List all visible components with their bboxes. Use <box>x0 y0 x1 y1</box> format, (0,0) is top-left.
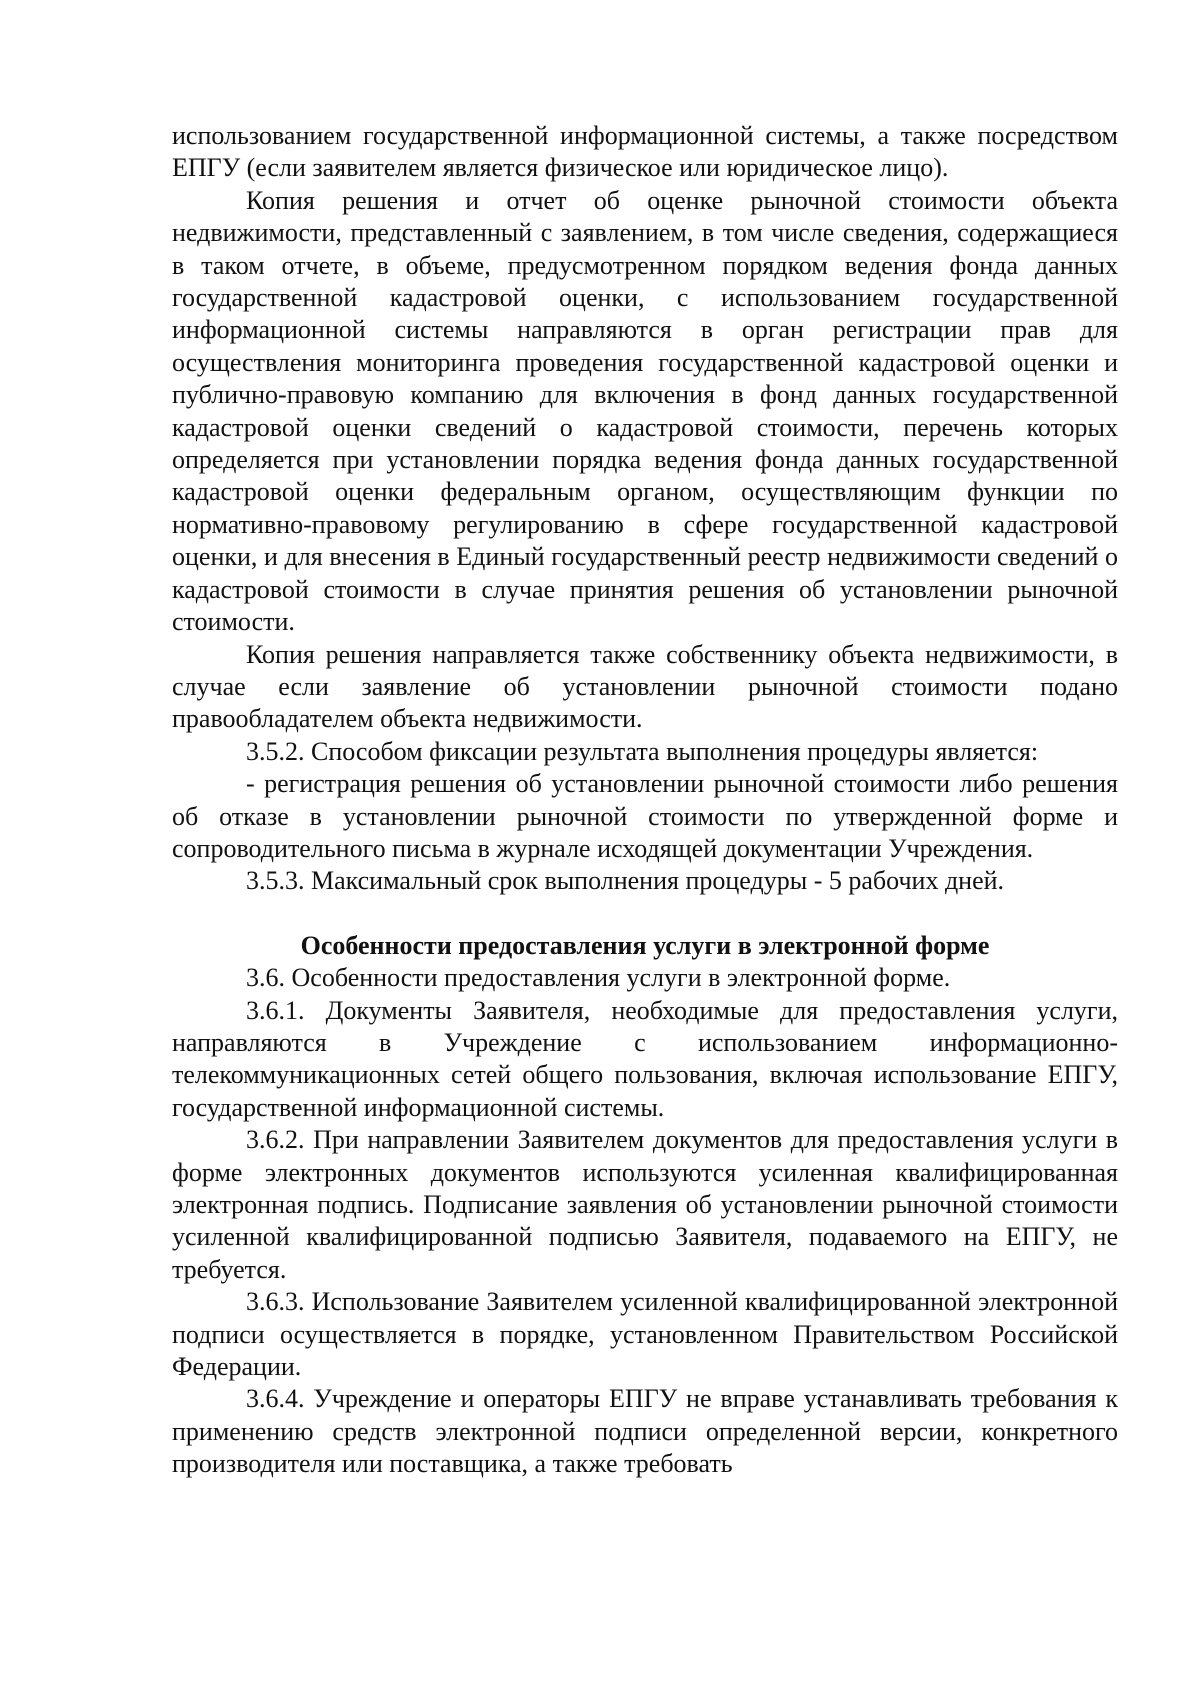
paragraph-3-6-4: 3.6.4. Учреждение и операторы ЕПГУ не вправе устанавливать требования к применению средств электронной подписи определенной версии, конкретного производителя или поставщика, а также требовать <box>172 1384 1118 1479</box>
paragraph-3-6-2: 3.6.2. При направлении Заявителем документов для предоставления услуги в форме электронных документов используются усиленная квалифицированная электронная подпись. Подписание заявления об установлении рыночной стоимости усиленной квалифицированной подписью Заявителя, подаваемого на ЕПГУ, не требуется. <box>172 1125 1118 1284</box>
paragraph-3-6: 3.6. Особенности предоставления услуги в электронной форме. <box>246 963 951 993</box>
paragraph-3-6-3: 3.6.3. Использование Заявителем усиленной квалифицированной электронной подписи осуществляется в порядке, установленном Правительством Российской Федерации. <box>172 1287 1118 1382</box>
paragraph-decision-copy-owner: Копия решения направляется также собственнику объекта недвижимости, в случае если заявление об установлении рыночной стоимости подано правообладателем объекта недвижимости. <box>172 639 1118 734</box>
paragraph-continuation: использованием государственной информационной системы, а также посредством ЕПГУ (если заявителем является физическое или юридическое лицо). <box>172 121 1118 183</box>
section-heading: Особенности предоставления услуги в электронной форме <box>300 930 990 960</box>
paragraph-3-5-3: 3.5.3. Максимальный срок выполнения процедуры - 5 рабочих дней. <box>246 866 1005 896</box>
paragraph-registration-item: - регистрация решения об установлении рыночной стоимости либо решения об отказе в установлении рыночной стоимости по утвержденной форме и сопроводительного письма в журнале исходящей документации Учреждения. <box>172 769 1118 863</box>
paragraph-3-6-1: 3.6.1. Документы Заявителя, необходимые для предоставления услуги, направляются в Учреждение с использованием информационно-телекоммуникационных сетей общего пользования, включая использование ЕПГУ, государственной информационной системы. <box>172 995 1118 1122</box>
paragraph-3-5-2: 3.5.2. Способом фиксации результата выполнения процедуры является: <box>246 736 1039 766</box>
document-page <box>172 120 1118 1481</box>
paragraph-decision-copy-report: Копия решения и отчет об оценке рыночной стоимости объекта недвижимости, представленный с заявлением, в том числе сведения, содержащиеся в таком отчете, в объеме, предусмотренном порядком ведения фонда данных государственной кадастровой оценки, с использованием государственной информационной системы направляются в орган регистрации прав для осуществления мониторинга проведения государственной кадастровой оценки и публично-правовую компанию для включения в фонд данных государственной кадастровой оценки сведений о кадастровой стоимости, перечень которых определяется при установлении порядка ведения фонда данных государственной кадастровой оценки федеральным органом, осуществляющим функции по нормативно-правовому регулированию в сфере государственной кадастровой оценки, и для внесения в Единый государственный реестр недвижимости сведений о кадастровой стоимости в случае принятия решения об установлении рыночной стоимости. <box>172 185 1118 637</box>
